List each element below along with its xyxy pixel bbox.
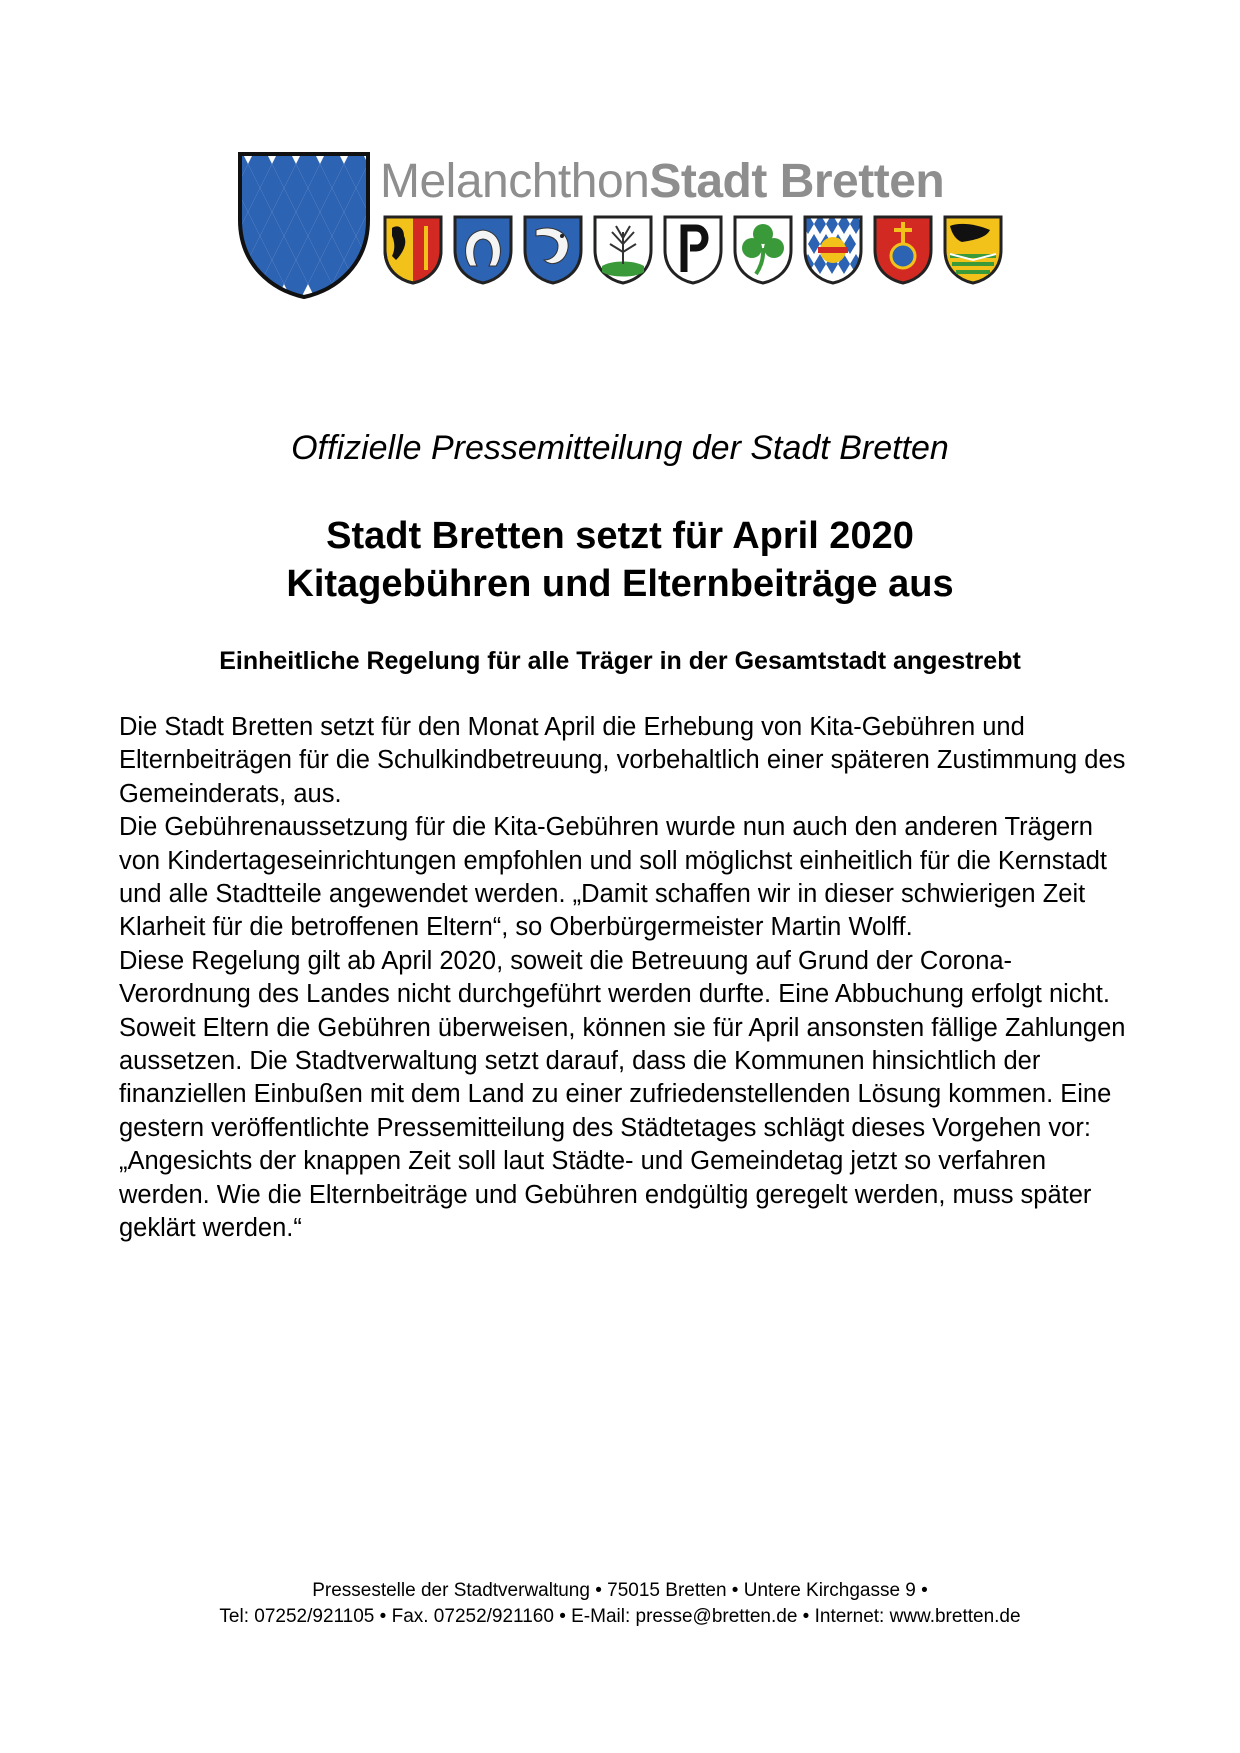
- letter-p-crest-icon: [662, 214, 724, 286]
- paragraph-1: Die Stadt Bretten setzt für den Monat April die Erhebung von Kita-Gebühren und Elternbeiträgen für die Schulkindbetreuung, vorbehaltlich einer späteren Zustimmung des Gemeinderats, aus.: [119, 713, 1126, 808]
- lion-stripes-crest-icon: [942, 214, 1004, 286]
- district-crests: [382, 214, 1006, 286]
- bretten-coat-of-arms-icon: [236, 150, 372, 300]
- press-release-subtitle: Offizielle Pressemitteilung der Stadt Bretten: [291, 429, 949, 467]
- paragraph-2: Die Gebührenaussetzung für die Kita-Gebühren wurde nun auch den anderen Trägern von Kindertageseinrichtungen empfohlen und soll möglichst einheitlich für die Kernstadt und alle Stadtteile angewendet werden. „Damit schaffen wir in dieser schwierigen Zeit Klarheit für die betroffenen Eltern“, so Oberbürgermeister Martin Wolff.: [119, 813, 1108, 942]
- tree-crest-icon: [592, 214, 654, 286]
- diamond-bar-crest-icon: [802, 214, 864, 286]
- footer-contact-details: Tel: 07252/921105 • Fax. 07252/921160 • E-Mail: presse@bretten.de • Internet: www.bretten.de: [219, 1606, 1021, 1627]
- logo-text-light: Melanchthon: [380, 155, 650, 208]
- footer-contact: [0, 1578, 1240, 1630]
- headline-line-1: Stadt Bretten setzt für April 2020: [326, 515, 914, 557]
- lion-crest-icon: [382, 214, 444, 286]
- fish-crest-icon: [522, 214, 584, 286]
- orb-cross-crest-icon: [872, 214, 934, 286]
- headline: [0, 512, 1240, 608]
- paragraph-3: Diese Regelung gilt ab April 2020, soweit die Betreuung auf Grund der Corona-Verordnung des Landes nicht durchgeführt werden durfte. Eine Abbuchung erfolgt nicht. Soweit Eltern die Gebühren überweisen, können sie für April ansonsten fällige Zahlungen aussetzen. Die Stadtverwaltung setzt darauf, dass die Kommunen hinsichtlich der finanziellen Einbußen mit dem Land zu einer zufriedenstellenden Lösung kommen. Eine gestern veröffentlichte Pressemitteilung des Städtetages schlägt dieses Vorgehen vor: „Angesichts der knappen Zeit soll laut Städte- und Gemeindetag jetzt so verfahren werden. Wie die Elternbeiträge und Gebühren endgültig geregelt werden, muss später geklärt werden.“: [119, 946, 1126, 1243]
- horseshoe-crest-icon: [452, 214, 514, 286]
- city-logo: [236, 150, 1006, 300]
- logo-wordmark: [380, 154, 944, 210]
- subheadline: Einheitliche Regelung für alle Träger in der Gesamtstadt angestrebt: [219, 647, 1021, 675]
- article-body: [119, 711, 1129, 1246]
- logo-text-bold: Stadt Bretten: [649, 155, 945, 208]
- clover-crest-icon: [732, 214, 794, 286]
- headline-line-2: Kitagebühren und Elternbeiträge aus: [286, 563, 954, 605]
- footer-address: Pressestelle der Stadtverwaltung • 75015 Bretten • Untere Kirchgasse 9 •: [312, 1580, 928, 1601]
